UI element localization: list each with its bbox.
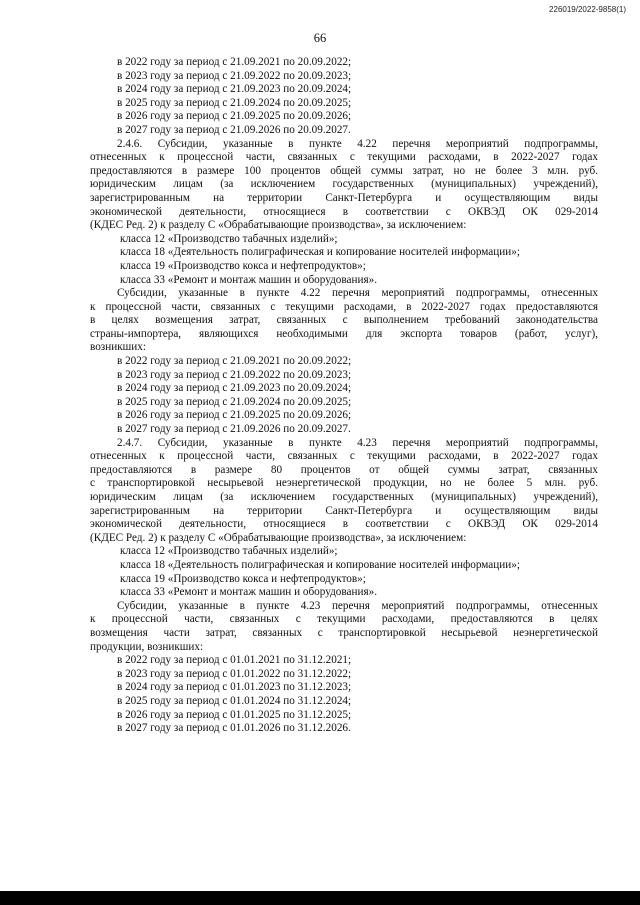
page-number: 66 — [313, 31, 327, 45]
text-line: в 2025 году за период с 01.01.2024 по 31.12.2024; — [117, 694, 352, 707]
text-line: отнесенных к процессной части, связанных с текущими расходами, в 2022-2027 годах — [90, 450, 598, 463]
text-line: в 2023 году за период с 21.09.2022 по 20.09.2023; — [117, 368, 352, 381]
text-line: в 2027 году за период с 21.09.2026 по 20.09.2027. — [117, 423, 351, 436]
text-line: экономической деятельности, относящиеся в соответствии с ОКВЭД ОК 029-2014 — [90, 518, 598, 531]
text-line: класса 18 «Деятельность полиграфическая и копирование носителей информации»; — [120, 558, 520, 571]
scan-border — [0, 891, 640, 905]
text-line: юридическим лицам (за исключением государственных (муниципальных) учреждений), — [90, 178, 598, 191]
text-line: в 2026 году за период с 01.01.2025 по 31.12.2025; — [117, 708, 352, 721]
text-line: в 2027 году за период с 01.01.2026 по 31.12.2026. — [117, 722, 351, 735]
text-line: предоставляются в размере 80 процентов от общей суммы затрат, связанных — [90, 463, 598, 476]
text-line: в 2024 году за период с 21.09.2023 по 20.09.2024; — [117, 382, 352, 395]
text-line: в 2022 году за период с 21.09.2021 по 20.09.2022; — [117, 56, 352, 68]
text-line: класса 19 «Производство кокса и нефтепродуктов»; — [120, 572, 366, 585]
text-line: продукции, возникших: — [90, 640, 204, 653]
text-line: в целях возмещения затрат, связанных с выполнением требований законодательства — [90, 314, 598, 327]
text-line: класса 33 «Ремонт и монтаж машин и оборудования». — [120, 586, 377, 599]
text-line: зарегистрированным на территории Санкт-Петербурга и осуществляющим виды — [90, 504, 598, 517]
text-line: в 2022 году за период с 21.09.2021 по 20.09.2022; — [117, 355, 352, 368]
text-line: к процессной части, связанных с текущими расходами, в 2022-2027 годах предоставляются — [90, 300, 598, 313]
text-line: в 2022 году за период с 01.01.2021 по 31.12.2021; — [117, 654, 352, 667]
text-line: в 2026 году за период с 21.09.2025 по 20.09.2026; — [117, 409, 352, 422]
text-line: класса 19 «Производство кокса и нефтепродуктов»; — [120, 259, 366, 272]
text-line: экономической деятельности, относящиеся в соответствии с ОКВЭД ОК 029-2014 — [90, 205, 598, 218]
text-line: возмещения части затрат, связанных с транспортировкой несырьевой неэнергетической — [90, 626, 598, 639]
text-line: класса 33 «Ремонт и монтаж машин и оборудования». — [120, 273, 377, 286]
text-line: Субсидии, указанные в пункте 4.22 перечня мероприятий подпрограммы, отнесенных — [117, 287, 598, 300]
text-line: предоставляются в размере 100 процентов общей суммы затрат, но не более 3 млн. руб. — [90, 164, 598, 177]
text-line: в 2024 году за период с 01.01.2023 по 31.12.2023; — [117, 681, 352, 694]
text-line: в 2025 году за период с 21.09.2024 по 20.09.2025; — [117, 96, 352, 109]
text-line: в 2026 году за период с 21.09.2025 по 20.09.2026; — [117, 110, 352, 123]
text-line: класса 12 «Производство табачных изделий»; — [120, 232, 338, 245]
text-line: (КДЕС Ред. 2) к разделу С «Обрабатывающие производства», за исключением: — [90, 219, 467, 232]
text-line: 2.4.7. Субсидии, указанные в пункте 4.23 перечня мероприятий подпрограммы, — [117, 436, 598, 449]
text-line: (КДЕС Ред. 2) к разделу С «Обрабатывающие производства», за исключением: — [90, 531, 467, 544]
text-line: Субсидии, указанные в пункте 4.23 перечня мероприятий подпрограммы, отнесенных — [117, 599, 598, 612]
text-line: к процессной части, связанных с текущими расходами, предоставляются в целях — [90, 613, 598, 626]
document-number: 226019/2022-9858(1) — [549, 5, 626, 14]
text-line: возникших: — [90, 341, 146, 354]
text-line: в 2025 году за период с 21.09.2024 по 20.09.2025; — [117, 395, 352, 408]
text-line: 2.4.6. Субсидии, указанные в пункте 4.22 перечня мероприятий подпрограммы, — [117, 137, 598, 150]
text-line: в 2027 году за период с 21.09.2026 по 20.09.2027. — [117, 123, 351, 136]
text-line: юридическим лицам (за исключением государственных (муниципальных) учреждений), — [90, 491, 598, 503]
text-line: класса 18 «Деятельность полиграфическая и копирование носителей информации»; — [120, 246, 520, 259]
text-line: зарегистрированным на территории Санкт-Петербурга и осуществляющим виды — [90, 191, 598, 204]
document-body — [90, 56, 598, 736]
text-line: класса 12 «Производство табачных изделий»; — [120, 545, 338, 558]
text-line: в 2023 году за период с 21.09.2022 по 20.09.2023; — [117, 69, 352, 82]
text-line: в 2024 году за период с 21.09.2023 по 20.09.2024; — [117, 83, 352, 96]
text-line: страны-импортера, являющихся необходимыми для экспорта товаров (работ, услуг), — [90, 327, 598, 340]
text-line: отнесенных к процессной части, связанных с текущими расходами, в 2022-2027 годах — [90, 151, 598, 164]
text-line: в 2023 году за период с 01.01.2022 по 31.12.2022; — [117, 667, 352, 680]
text-line: с транспортировкой несырьевой неэнергетической продукции, но не более 5 млн. руб. — [90, 477, 598, 490]
